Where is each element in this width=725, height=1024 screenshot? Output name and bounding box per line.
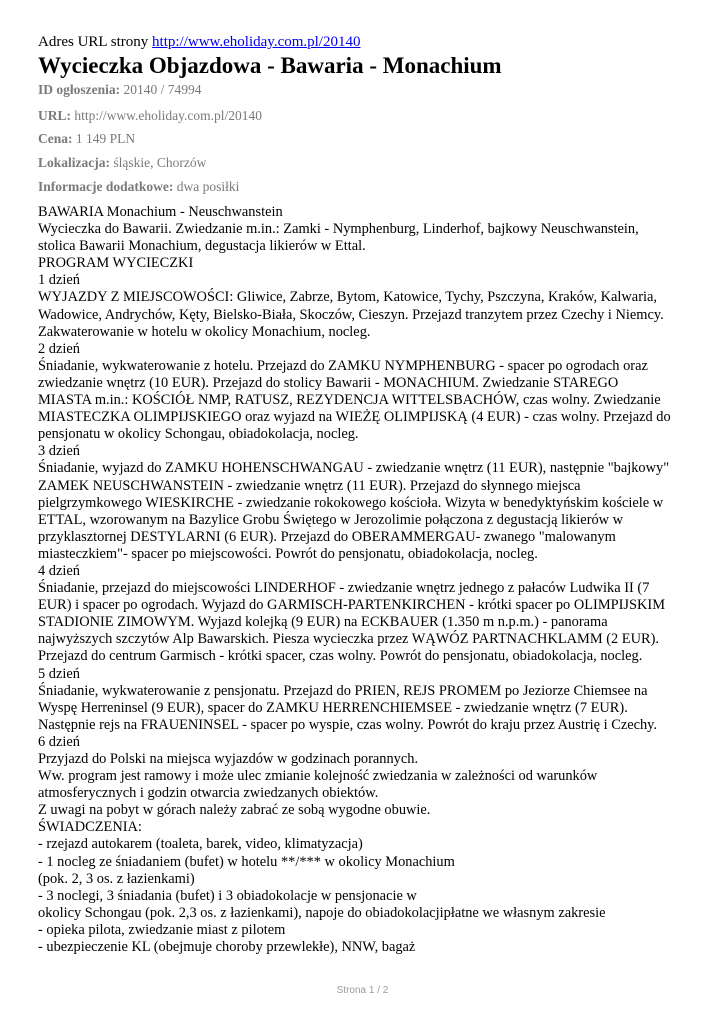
- description-line: - rzejazd autokarem (toaleta, barek, video, klimatyzacja): [38, 836, 363, 853]
- description-line: 2 dzień: [38, 340, 80, 357]
- description-line: Zakwaterowanie w hotelu w okolicy Monachium, nocleg.: [38, 323, 371, 340]
- description-line: 4 dzień: [38, 562, 80, 579]
- description-line: - 3 noclegi, 3 śniadania (bufet) i 3 obiadokolacje w pensjonacie w: [38, 887, 417, 904]
- description-line: MIASTECZKA OLIMPIJSKIEGO oraz wyjazd na WIEŻĘ OLIMPIJSKĄ (4 EUR) - czas wolny. Przejazd do: [38, 409, 671, 426]
- meta-label: ID ogłoszenia:: [38, 82, 121, 97]
- meta-value: 1 149 PLN: [75, 131, 136, 146]
- description-line: WYJAZDY Z MIEJSCOWOŚCI: Gliwice, Zabrze, Bytom, Katowice, Tychy, Pszczyna, Kraków, Kalwaria,: [38, 289, 657, 306]
- description-line: Śniadanie, przejazd do miejscowości LINDERHOF - zwiedzanie wnętrz jednego z pałaców Ludwika II (7: [38, 580, 650, 597]
- description-line: ŚWIADCZENIA:: [38, 819, 142, 836]
- description-line: PROGRAM WYCIECZKI: [38, 255, 194, 272]
- description-line: Następnie rejs na FRAUENINSEL - spacer po wyspie, czas wolny. Powrót do kraju przez Austrię i Czechy.: [38, 716, 658, 733]
- description-line: ZAMEK NEUSCHWANSTEIN - zwiedzanie wnętrz (11 EUR). Przejazd do słynnego miejsca: [38, 477, 581, 494]
- meta-label: Informacje dodatkowe:: [38, 179, 174, 194]
- description-line: - 1 nocleg ze śniadaniem (bufet) w hotelu **/*** w okolicy Monachium: [38, 853, 455, 870]
- description-line: 1 dzień: [38, 272, 80, 289]
- description-line: EUR) i spacer po ogrodach. Wyjazd do GARMISCH-PARTENKIRCHEN - krótki spacer po OLIMPIJSKIM: [38, 597, 665, 614]
- description-line: 3 dzień: [38, 443, 80, 460]
- meta-label: Cena:: [38, 131, 73, 146]
- description-line: okolicy Schongau (pok. 2,3 os. z łazienkami), napoje do obiadokolacjipłatne we własnym zakresie: [38, 904, 606, 921]
- description-line: stolica Bawarii Monachium, degustacja likierów w Ettal.: [38, 238, 366, 255]
- description-line: zwiedzanie wnętrz (10 EUR). Przejazd do stolicy Bawarii - MONACHIUM. Zwiedzanie STAREGO: [38, 374, 619, 391]
- description-line: Śniadanie, wykwaterowanie z hotelu. Przejazd do ZAMKU NYMPHENBURG - spacer po ogrodach oraz: [38, 357, 648, 374]
- description-line: atmosferycznych i godzin otwarcia zwiedzanych obiektów.: [38, 785, 379, 802]
- meta-label: URL:: [38, 108, 71, 123]
- meta-value: http://www.eholiday.com.pl/20140: [74, 108, 262, 123]
- meta-value: śląskie, Chorzów: [113, 155, 207, 170]
- description-line: Przejazd do centrum Garmisch - krótki spacer, czas wolny. Powrót do pensjonatu, obiadokolacja, nocleg.: [38, 648, 643, 665]
- description-line: 6 dzień: [38, 733, 80, 750]
- description-line: Z uwagi na pobyt w górach należy zabrać ze sobą wygodne obuwie.: [38, 802, 431, 819]
- description-line: Wyspę Herreninsel (9 EUR), spacer do ZAMKU HERRENCHIEMSEE - zwiedzanie wnętrz (7 EUR).: [38, 699, 628, 716]
- source-url-line: [38, 34, 360, 51]
- description-line: Przyjazd do Polski na miejsca wyjazdów w godzinach porannych.: [38, 751, 419, 767]
- description-line: STADIONIE ZIMOWYM. Wyjazd kolejką (9 EUR) na ECKBAUER (1.350 m n.p.m.) - panorama: [38, 614, 608, 631]
- meta-row-price: [38, 131, 135, 147]
- description-line: Wadowice, Andrychów, Kęty, Bielsko-Biała, Skoczów, Cieszyn. Przejazd tranzytem przez Czechy i Niemcy.: [38, 306, 664, 323]
- meta-value: 20140 / 74994: [123, 82, 202, 97]
- description-line: pielgrzymkowego WIESKIRCHE - zwiedzanie rokokowego kościoła. Wizyta w benedyktyńskim kościele w: [38, 494, 664, 511]
- meta-label: Lokalizacja:: [38, 155, 110, 170]
- meta-value: dwa posiłki: [176, 179, 240, 194]
- page-number-footer: Strona 1 / 2: [336, 985, 389, 996]
- description-line: Śniadanie, wykwaterowanie z pensjonatu. Przejazd do PRIEN, REJS PROMEM po Jeziorze Chiemsee na: [38, 682, 648, 699]
- description-line: - opieka pilota, zwiedzanie miast z pilotem: [38, 921, 286, 938]
- description-line: przyklasztornej DESTYLARNI (6 EUR). Przejazd do OBERAMMERGAU- zwanego "malowanym: [38, 528, 616, 545]
- description-line: najwyższych szczytów Alp Bawarskich. Piesza wycieczka przez WĄWÓZ PARTNACHKLAMM (2 EUR).: [38, 631, 659, 648]
- meta-row-location: [38, 155, 206, 171]
- description-line: ETTAL, wzorowanym na Bazylice Grobu Świętego w Jerozolimie połączona z degustacją likierów w: [38, 511, 624, 528]
- description-line: miasteczkiem"- spacer po miejscowości. Powrót do pensjonatu, obiadokolacja, nocleg.: [38, 545, 538, 562]
- description-line: Ww. program jest ramowy i może ulec zmianie kolejność zwiedzania w zależności od warunków: [38, 768, 598, 785]
- description-line: Wycieczka do Bawarii. Zwiedzanie m.in.: Zamki - Nymphenburg, Linderhof, bajkowy Neuschwanstein,: [38, 221, 639, 238]
- description-line: pensjonatu w okolicy Schongau, obiadokolacja, nocleg.: [38, 426, 359, 443]
- description-line: MIASTA m.in.: KOŚCIÓŁ NMP, RATUSZ, REZYDENCJA WITTELSBACHÓW, czas wolny. Zwiedzanie: [38, 392, 661, 409]
- meta-row-additional-info: [38, 179, 239, 195]
- description-line: Śniadanie, wyjazd do ZAMKU HOHENSCHWANGAU - zwiedzanie wnętrz (11 EUR), następnie "bajkowy": [38, 460, 670, 477]
- description-line: 5 dzień: [38, 665, 80, 682]
- page-title: Wycieczka Objazdowa - Bawaria - Monachium: [38, 53, 502, 78]
- meta-row-id: [38, 82, 202, 98]
- source-url-link[interactable]: http://www.eholiday.com.pl/20140: [152, 34, 361, 50]
- description-line: (pok. 2, 3 os. z łazienkami): [38, 870, 195, 887]
- description-body: [38, 204, 698, 956]
- description-line: - ubezpieczenie KL (obejmuje choroby przewlekłe), NNW, bagaż: [38, 939, 416, 956]
- meta-row-url: [38, 108, 262, 124]
- description-line: BAWARIA Monachium - Neuschwanstein: [38, 204, 283, 220]
- url-prefix-label: Adres URL strony: [38, 34, 149, 50]
